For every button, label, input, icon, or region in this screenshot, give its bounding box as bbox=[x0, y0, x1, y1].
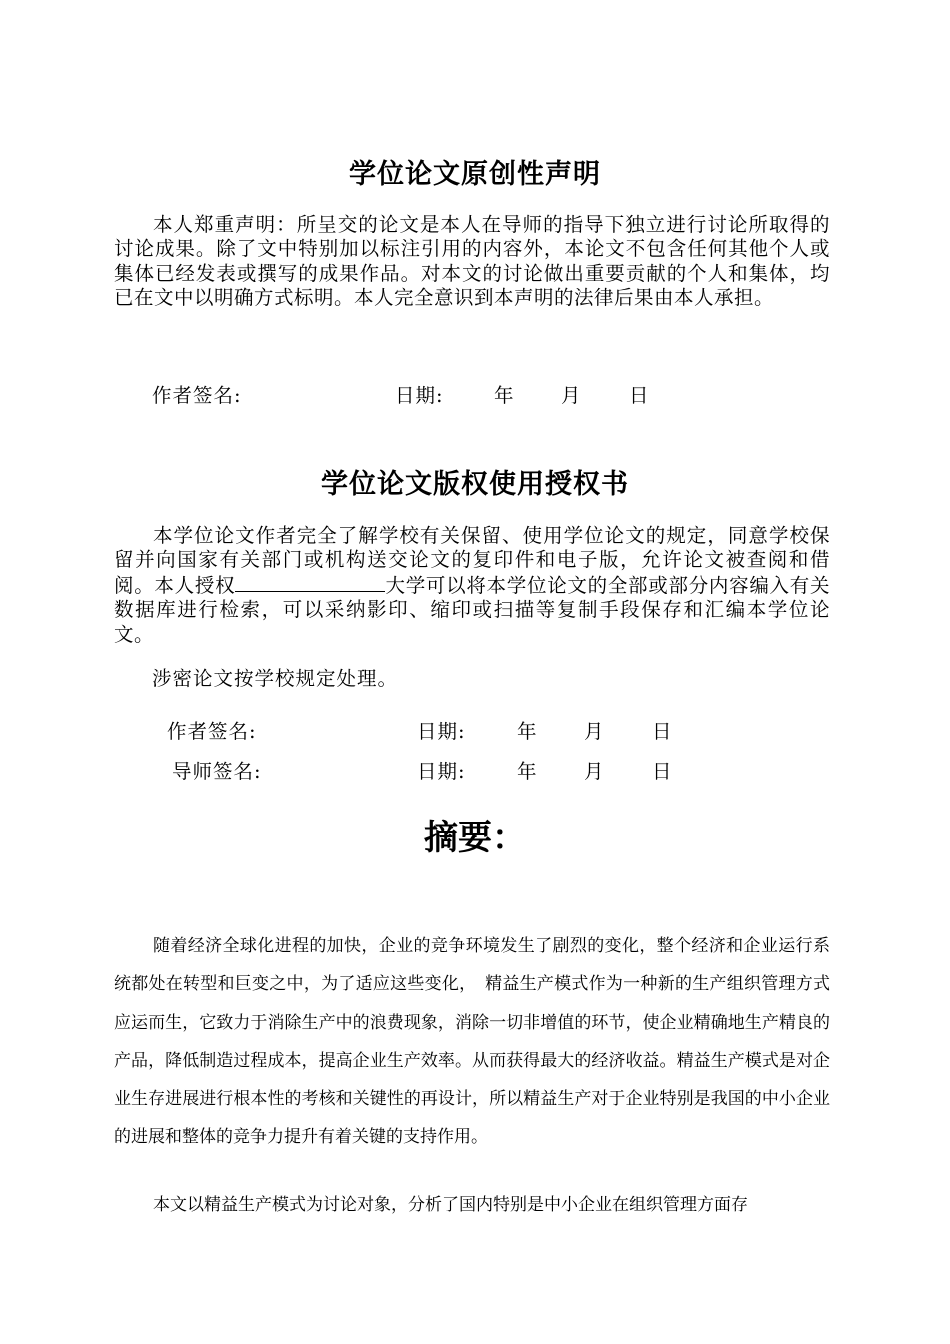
authorization-body-part1: 本学位论文作者完全了解学校有关保留、使用学位论文的规定，同意学校保留并向国家有关部门或机构送交论文的复印件和电子版，允许论文被查阅和借阅。本人授权 bbox=[114, 524, 830, 597]
declaration-month-label: 月 bbox=[561, 384, 582, 407]
authorization-author-day-label: 日 bbox=[652, 720, 673, 743]
declaration-day-label: 日 bbox=[629, 384, 650, 407]
abstract-paragraph-2: 本文以精益生产模式为讨论对象，分析了国内特别是中小企业在组织管理方面存 bbox=[153, 1195, 748, 1215]
declaration-date-label: 日期: bbox=[395, 384, 444, 407]
advisor-date-label: 日期: bbox=[417, 760, 466, 783]
abstract-paragraph-1: 随着经济全球化进程的加快，企业的竞争环境发生了剧烈的变化，整个经济和企业运行系统都处在转型和巨变之中，为了适应这些变化， 精益生产模式作为一种新的生产组织管理方式应运而生，它致力于消除生产中的浪费现象，消除一切非增值的环节，使企业精确地生产精良的产品，降低制造过程成本，提高企业生产效率。从而获得最大的经济收益。精益生产模式是对企业生存进展进行根本性的考核和关键性的再设计，所以精益生产对于企业特别是我国的中小企业的进展和整体的竞争力提升有着关键的支持作用。 bbox=[114, 936, 830, 1148]
authorization-title: 学位论文版权使用授权书 bbox=[321, 469, 629, 500]
authorization-author-month-label: 月 bbox=[584, 720, 605, 743]
advisor-month-label: 月 bbox=[584, 760, 605, 783]
declaration-body: 本人郑重声明：所呈交的论文是本人在导师的指导下独立进行讨论所取得的讨论成果。除了文中特别加以标注引用的内容外，本论文不包含任何其他个人或集体已经发表或撰写的成果作品。对本文的讨论做出重要贡献的个人和集体，均已在文中以明确方式标明。本人完全意识到本声明的法律后果由本人承担。 bbox=[114, 213, 830, 310]
advisor-year-label: 年 bbox=[517, 760, 538, 783]
secret-thesis-note: 涉密论文按学校规定处理。 bbox=[152, 667, 399, 690]
authorization-author-date-label: 日期: bbox=[417, 720, 466, 743]
advisor-day-label: 日 bbox=[652, 760, 673, 783]
university-blank-line bbox=[235, 573, 385, 592]
authorization-author-year-label: 年 bbox=[517, 720, 538, 743]
declaration-title: 学位论文原创性声明 bbox=[349, 159, 601, 190]
authorization-author-signature-label: 作者签名: bbox=[167, 720, 257, 743]
authorization-body-part2: 大学可以将本学位论文的全部或部分内容编入有关数据库进行检索，可以采纳影印、缩印或扫描等复制手段保存和汇编本学位论文。 bbox=[114, 573, 830, 646]
authorization-body bbox=[114, 524, 830, 647]
abstract-title: 摘要： bbox=[424, 818, 526, 858]
declaration-author-signature-label: 作者签名: bbox=[152, 384, 242, 407]
advisor-signature-label: 导师签名: bbox=[172, 760, 262, 783]
declaration-year-label: 年 bbox=[494, 384, 515, 407]
